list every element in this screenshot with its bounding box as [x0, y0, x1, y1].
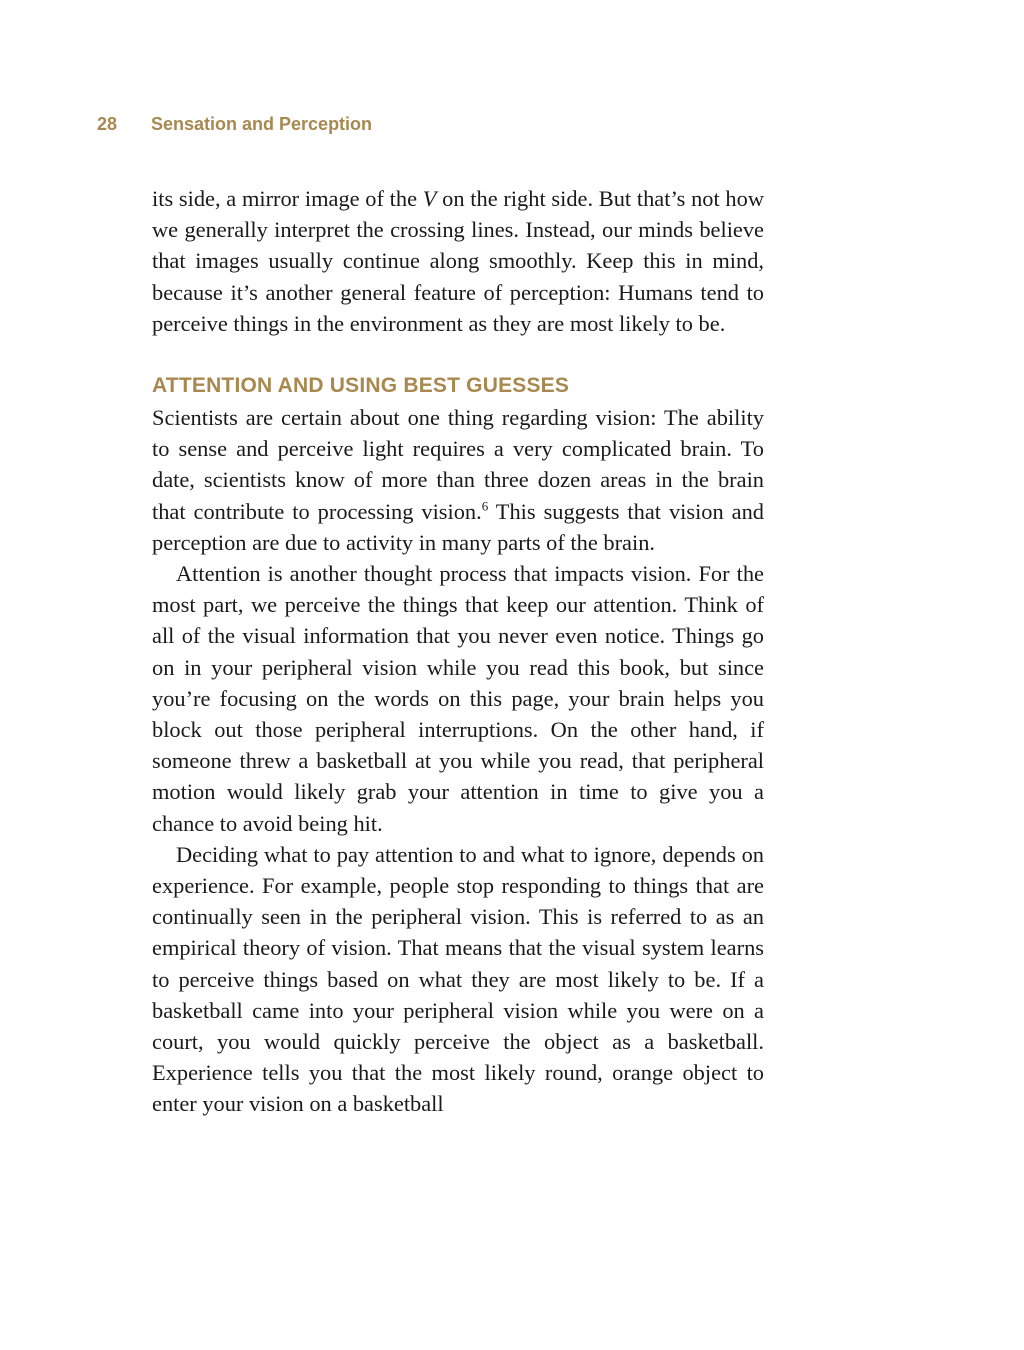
paragraph [152, 402, 764, 558]
footnote-marker: 6 [481, 498, 489, 514]
paragraph-text: Scientists are certain about one thing regarding vision: The ability to sense and perceive light requires a very complicated brain. To date, scientists know of more than three dozen areas in the brain that contribute to processing vision. [152, 405, 764, 524]
section-heading: ATTENTION AND USING BEST GUESSES [152, 374, 570, 398]
paragraph-text: This suggests that vision and perception are due to activity in many parts of the brain. [152, 498, 764, 555]
page-number: 28 [97, 114, 118, 134]
paragraph: Deciding what to pay attention to and what to ignore, depends on experience. For example, people stop responding to things that are continually seen in the peripheral vision. This is referred to as an empirical theory of vision. That means that the visual system learns to perceive things based on what they are most likely to be. If a basketball came into your peripheral vision while you were on a court, you would quickly perceive the object as a basketball. Experience tells you that the most likely round, orange object to enter your vision on a basketball [152, 841, 764, 1117]
paragraph-text: on the right side. But that’s not how we generally interpret the crossing lines. Instead, our minds believe that images usually continue along smoothly. Keep this in mind, because it’s another general feature of perception: Humans tend to perceive things in the environment as they are most likely to be. [152, 186, 764, 336]
running-head: Sensation and Perception [151, 114, 373, 134]
page-header [97, 114, 372, 138]
paragraph-continued [152, 183, 764, 339]
paragraph: Attention is another thought process that impacts vision. For the most part, we perceive the things that keep our attention. Think of all of the visual information that you never even notice. Things go on in your peripheral vision while you read this book, but since you’re focusing on the words on this page, your brain helps you block out those peripheral interruptions. On the other hand, if someone threw a basketball at you while you read, that peripheral motion would likely grab your attention in time to give you a chance to avoid being hit. [152, 561, 764, 836]
paragraph-text: its side, a mirror image of the [152, 186, 423, 211]
body-text [152, 183, 764, 1120]
italic-letter: V [422, 186, 437, 211]
